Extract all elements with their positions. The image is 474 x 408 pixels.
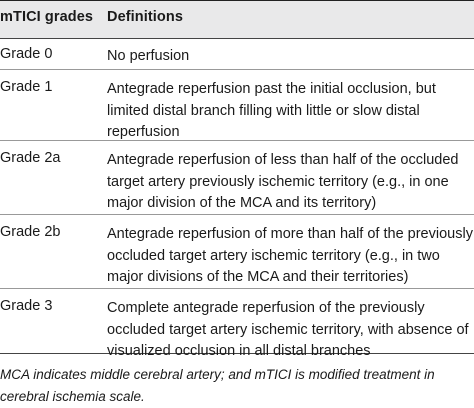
row-definition: Antegrade reperfusion of more than half of the previously occluded target artery ischemic territory (e.g., in two major divisions of the MCA and their territories)	[107, 226, 473, 285]
table-row	[0, 70, 474, 141]
table-row	[0, 39, 474, 70]
table-top-rule	[0, 0, 474, 1]
row-definition: No perfusion	[107, 48, 190, 64]
row-definition: Antegrade reperfusion of less than half of the occluded target artery previously ischemic territory (e.g., in one major division of the MCA and its territory)	[107, 152, 459, 211]
header-definitions: Definitions	[107, 9, 184, 25]
row-definition: Antegrade reperfusion past the initial occlusion, but limited distal branch filling with little or slow distal reperfusion	[107, 81, 436, 140]
header-grade: mTICI grades	[0, 9, 94, 25]
table-row	[0, 289, 474, 359]
table-footnote: MCA indicates middle cerebral artery; and mTICI is modified treatment in cerebral ischemia scale.	[0, 367, 435, 404]
table-row	[0, 215, 474, 289]
table-row	[0, 141, 474, 215]
row-grade: Grade 1	[0, 79, 53, 95]
row-grade: Grade 2b	[0, 224, 61, 240]
row-definition: Complete antegrade reperfusion of the previously occluded target artery ischemic territory, with absence of visualized occlusion in all distal branches	[107, 300, 469, 359]
row-grade: Grade 0	[0, 46, 53, 62]
table-header-row	[0, 0, 474, 39]
row-grade: Grade 3	[0, 298, 53, 314]
row-grade: Grade 2a	[0, 150, 61, 166]
